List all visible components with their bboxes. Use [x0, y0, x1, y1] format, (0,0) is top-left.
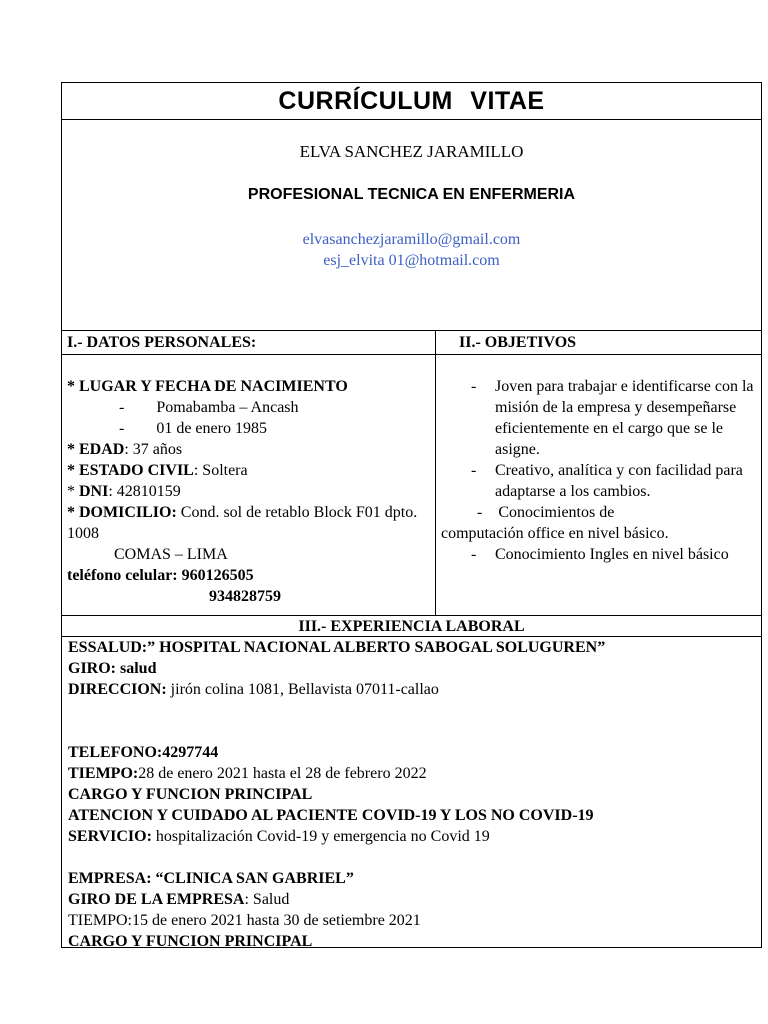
objective-text: Creativo, analítica y con facilidad para adaptarse a los cambios. — [495, 462, 743, 500]
personal-data-heading: I.- DATOS PERSONALES: — [67, 334, 257, 351]
job1-employer: ESSALUD:” HOSPITAL NACIONAL ALBERTO SABOGAL SOLUGUREN” — [68, 639, 606, 656]
dash-icon: - — [119, 399, 125, 416]
objective-item — [441, 502, 759, 523]
dni-prefix: * — [67, 483, 79, 500]
job2-employer: EMPRESA: “CLINICA SAN GABRIEL” — [68, 870, 354, 887]
dni-value: : 42810159 — [108, 483, 181, 500]
document-title: CURRÍCULUM VITAE — [278, 87, 545, 115]
objective-text: Conocimiento Ingles en nivel básico — [495, 546, 729, 563]
job1-giro: GIRO: salud — [68, 660, 157, 677]
objectives-heading: II.- OBJETIVOS — [459, 334, 577, 351]
email-link-2[interactable]: esj_elvita 01@hotmail.com — [323, 252, 500, 269]
objective-item — [441, 460, 759, 502]
phone-line: teléfono celular: 960126505 — [67, 567, 254, 584]
address-value: Cond. sol de retablo Block F01 dpto. 1008 — [67, 504, 418, 542]
objectives-list — [441, 376, 759, 565]
personal-data — [67, 376, 429, 607]
birth-date — [67, 418, 429, 439]
job1-role-label: CARGO Y FUNCION PRINCIPAL — [68, 786, 313, 803]
objective-text: Conocimientos de — [498, 504, 615, 521]
job2-giro — [68, 889, 757, 910]
job1-service-label: SERVICIO: — [68, 828, 152, 845]
spacer — [68, 847, 757, 868]
job1-address-value: jirón colina 1081, Bellavista 07011-callao — [166, 681, 439, 698]
header-row — [62, 120, 761, 331]
phone-2: 934828759 — [209, 588, 281, 605]
dash-icon: - — [471, 378, 477, 395]
experience-list — [68, 637, 757, 948]
district: COMAS – LIMA — [114, 546, 228, 563]
job1-address — [68, 679, 757, 700]
experience-row — [62, 637, 761, 947]
job1-role-value: ATENCION Y CUIDADO AL PACIENTE COVID-19 Y LOS NO COVID-19 — [68, 807, 594, 824]
spacer — [68, 700, 757, 742]
experience-header-row — [62, 616, 761, 637]
objective-item — [441, 544, 759, 565]
job1-service-value: hospitalización Covid-19 y emergencia no Covid 19 — [151, 828, 490, 845]
job2-giro-value: : Salud — [244, 891, 290, 908]
dash-icon: - — [471, 462, 477, 479]
email-link-1[interactable]: elvasanchezjaramillo@gmail.com — [302, 231, 521, 248]
experience-heading: III.- EXPERIENCIA LABORAL — [298, 618, 525, 635]
civil-line — [67, 460, 429, 481]
objective-text: Joven para trabajar e identificarse con la misión de la empresa y desempeñarse eficientemente en el cargo que se le asigne. — [495, 378, 754, 458]
job1-address-label: DIRECCION: — [68, 681, 167, 698]
job1-service — [68, 826, 757, 847]
job1-time-label: TIEMPO: — [68, 765, 139, 782]
person-name: ELVA SANCHEZ JARAMILLO — [299, 142, 524, 161]
age-label: * EDAD — [67, 441, 125, 458]
civil-label: * ESTADO CIVIL — [67, 462, 194, 479]
address-label: * DOMICILIO: — [67, 504, 177, 521]
personal-objectives-row — [62, 355, 761, 616]
dash-icon: - — [119, 420, 125, 437]
address-line — [67, 502, 429, 544]
job1-phone: TELEFONO:4297744 — [68, 744, 219, 761]
dash-icon: - — [471, 546, 477, 563]
job1-time — [68, 763, 757, 784]
cv-document — [61, 82, 762, 948]
job2-role-label: CARGO Y FUNCION PRINCIPAL — [68, 933, 313, 948]
objective-continuation: computación office en nivel básico. — [441, 525, 669, 542]
dni-line — [67, 481, 429, 502]
job2-giro-label: GIRO DE LA EMPRESA — [68, 891, 245, 908]
job1-time-value: 28 de enero 2021 hasta el 28 de febrero 2022 — [138, 765, 427, 782]
birth-place — [67, 397, 429, 418]
birth-place-value: Pomabamba – Ancash — [156, 399, 299, 416]
dash-icon: - — [477, 504, 483, 521]
objective-item — [441, 376, 759, 460]
birth-label: * LUGAR Y FECHA DE NACIMIENTO — [67, 378, 348, 395]
column-divider — [435, 331, 436, 616]
civil-value: : Soltera — [193, 462, 248, 479]
title-row — [62, 83, 761, 120]
section-headers-row — [62, 331, 761, 355]
dni-label: DNI — [79, 483, 109, 500]
birth-date-value: 01 de enero 1985 — [156, 420, 267, 437]
age-value: : 37 años — [124, 441, 183, 458]
job2-time: TIEMPO:15 de enero 2021 hasta 30 de setiembre 2021 — [68, 912, 421, 929]
profession: PROFESIONAL TECNICA EN ENFERMERIA — [247, 186, 576, 203]
age-line — [67, 439, 429, 460]
